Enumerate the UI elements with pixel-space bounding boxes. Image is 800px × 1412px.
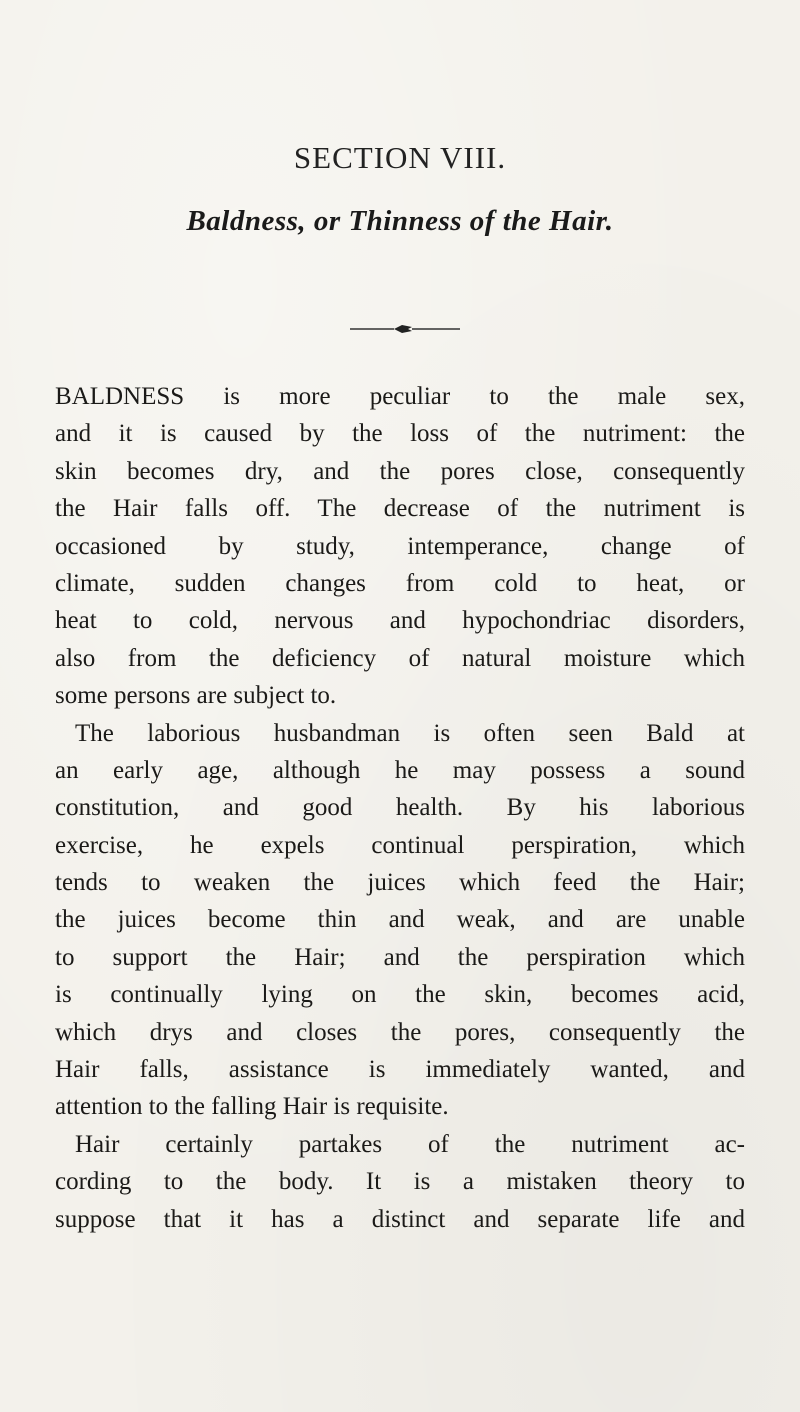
text-line: heat to cold, nervous and hypochondriac disorders,: [55, 607, 745, 635]
text-line: also from the deficiency of natural moisture which: [55, 644, 745, 672]
text-line: exercise, he expels continual perspiration, which: [55, 831, 745, 859]
text-line: and it is caused by the loss of the nutriment: the: [55, 420, 745, 448]
text-line: cording to the body. It is a mistaken theory to: [55, 1168, 745, 1196]
section-subtitle: Baldness, or Thinness of the Hair.: [186, 205, 614, 237]
text-line: the juices become thin and weak, and are unable: [55, 906, 745, 934]
text-line: skin becomes dry, and the pores close, consequently: [55, 457, 745, 485]
text-line: the Hair falls off. The decrease of the nutriment is: [55, 495, 745, 523]
text-line: The laborious husbandman is often seen Bald at: [75, 719, 745, 747]
text-line: suppose that it has a distinct and separate life and: [55, 1205, 745, 1233]
text-line: Hair falls, assistance is immediately wanted, and: [55, 1056, 745, 1084]
text-line: to support the Hair; and the perspiration which: [55, 943, 745, 971]
text-line: some persons are subject to.: [55, 682, 337, 710]
body-text: [55, 378, 745, 1238]
text-line: which drys and closes the pores, consequently the: [55, 1018, 745, 1046]
text-line: an early age, although he may possess a sound: [55, 756, 745, 784]
ornament-divider: [350, 322, 460, 336]
text-line: occasioned by study, intemperance, change of: [55, 532, 745, 560]
section-heading: SECTION VIII.: [293, 140, 507, 175]
text-line: Hair certainly partakes of the nutriment ac-: [75, 1130, 745, 1158]
text-line: attention to the falling Hair is requisite.: [55, 1093, 449, 1121]
text-line: is continually lying on the skin, becomes acid,: [55, 981, 745, 1009]
text-line: climate, sudden changes from cold to heat, or: [55, 569, 745, 597]
text-line: tends to weaken the juices which feed the Hair;: [55, 869, 745, 897]
text-line: BALDNESS is more peculiar to the male sex,: [55, 383, 745, 410]
text-line: constitution, and good health. By his laborious: [55, 794, 745, 822]
